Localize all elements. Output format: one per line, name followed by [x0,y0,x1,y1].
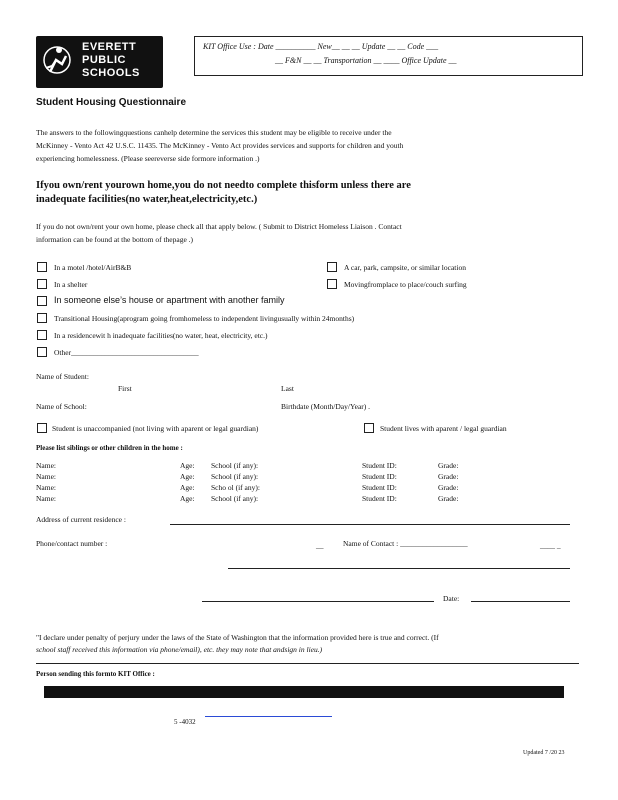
contact-name-label: Name of Contact : __________________ [343,539,468,548]
date-field-line[interactable] [471,601,570,602]
label-car: A car, park, campsite, or similar location [344,263,466,272]
sibling-school-label: School (if any): [211,494,259,503]
instructions-line1: If you do not own/rent your own home, please check all that apply below. ( Submit to District Homeless Liaison . Contact [36,222,402,231]
checkbox-someone-else-house[interactable] [37,296,47,306]
email-link[interactable] [205,716,332,717]
logo-text-line2: PUBLIC [82,54,126,66]
phone-field-line[interactable] [228,568,570,569]
sibling-age-label: Age: [180,461,195,470]
kit-office-use-box [194,36,583,76]
intro-line1: The answers to the followingquestions canhelp determine the services this student may be eligible to receive under the [36,128,392,137]
date-label: Date: [443,594,460,603]
sibling-id-label: Student ID: [362,494,397,503]
address-label: Address of current residence : [36,515,126,524]
address-field-line[interactable] [170,524,570,525]
sibling-grade-label: Grade: [438,483,459,492]
runner-logo-icon [42,42,72,82]
updated-date: Updated 7 /20 23 [523,750,565,756]
label-lives-with-parent: Student lives with aparent / legal guardian [380,424,507,433]
checkbox-other[interactable] [37,347,47,357]
sibling-name-label: Name: [36,472,56,481]
checkbox-motel[interactable] [37,262,47,272]
first-name-label: First [118,384,132,393]
sibling-grade-label: Grade: [438,461,459,470]
checkbox-shelter[interactable] [37,279,47,289]
phone-fill[interactable]: __ [316,541,324,550]
declaration-line2: school staff received this information via phone/email), etc. they may note that andsign in lieu.) [36,645,323,654]
sibling-name-label: Name: [36,483,56,492]
last-name-label: Last [281,384,294,393]
instructions-line2: information can be found at the bottom of thepage .) [36,235,194,244]
sibling-name-label: Name: [36,461,56,470]
checkbox-car[interactable] [327,262,337,272]
sibling-id-label: Student ID: [362,483,397,492]
student-name-label: Name of Student: [36,372,89,381]
sibling-school-label: School (if any): [211,472,259,481]
birthdate-label: Birthdate (Month/Day/Year) . [281,402,371,411]
sibling-grade-label: Grade: [438,494,459,503]
label-unaccompanied: Student is unaccompanied (not living with aparent or legal guardian) [52,424,259,433]
own-rent-notice-line1: Ifyou own/rent yourown home,you do not needto complete thisform unless there are [36,180,411,191]
sibling-grade-label: Grade: [438,472,459,481]
own-rent-notice-line2: inadequate facilities(no water,heat,electricity,etc.) [36,194,258,205]
logo-text-line3: SCHOOLS [82,67,140,79]
label-shelter: In a shelter [54,280,88,289]
checkbox-inadequate-residence[interactable] [37,330,47,340]
checkbox-transitional[interactable] [37,313,47,323]
logo-text-line1: EVERETT [82,41,137,53]
contact-tail[interactable]: ____ _ [540,541,561,550]
intro-line2: McKinney - Vento Act 42 U.S.C. 11435. The McKinney - Vento Act provides services and supports for children and youth [36,141,404,150]
label-moving: Movingfromplace to place/couch surfing [344,280,467,289]
checkbox-lives-with-parent[interactable] [364,423,374,433]
sibling-school-label: School (if any): [211,461,259,470]
office-use-row1: KIT Office Use : Date __________ New__ __ __ Update __ __ Code ___ [203,42,439,51]
sibling-age-label: Age: [180,494,195,503]
office-use-row2: __ F&N __ __ Transportation __ ____ Office Update __ [275,56,457,65]
sibling-age-label: Age: [180,483,195,492]
signature-line[interactable] [202,601,434,602]
label-someone-else-house: In someone else’s house or apartment with another family [54,295,285,305]
sibling-name-label: Name: [36,494,56,503]
siblings-header: Please list siblings or other children in the home : [36,444,183,452]
checkbox-unaccompanied[interactable] [37,423,47,433]
label-other: Other__________________________________ [54,348,199,357]
sibling-school-label: Scho ol (if any): [211,483,260,492]
intro-line3: experiencing homelessness. (Please seereverse side formore information .) [36,154,260,163]
form-title: Student Housing Questionnaire [36,97,187,108]
declaration-line1: "I declare under penalty of perjury under the laws of the State of Washington that the information provided here is true and correct. (If [36,633,439,642]
checkbox-moving[interactable] [327,279,337,289]
divider [36,663,579,664]
label-motel: In a motel /hotel/AirB&B [54,263,132,272]
phone-fragment: 5 -4032 [174,718,196,726]
sibling-age-label: Age: [180,472,195,481]
redacted-bar [44,686,564,698]
school-name-label: Name of School: [36,402,87,411]
everett-public-schools-logo [36,36,163,88]
person-sending-label: Person sending this formto KIT Office : [36,670,155,678]
phone-label: Phone/contact number : [36,539,108,548]
sibling-id-label: Student ID: [362,472,397,481]
sibling-id-label: Student ID: [362,461,397,470]
label-transitional: Transitional Housing(aprogram going fromhomeless to independent livingusually within 24months) [54,314,355,323]
label-inadequate-residence: In a residencewit h inadequate facilities(no water, heat, electricity, etc.) [54,331,268,340]
